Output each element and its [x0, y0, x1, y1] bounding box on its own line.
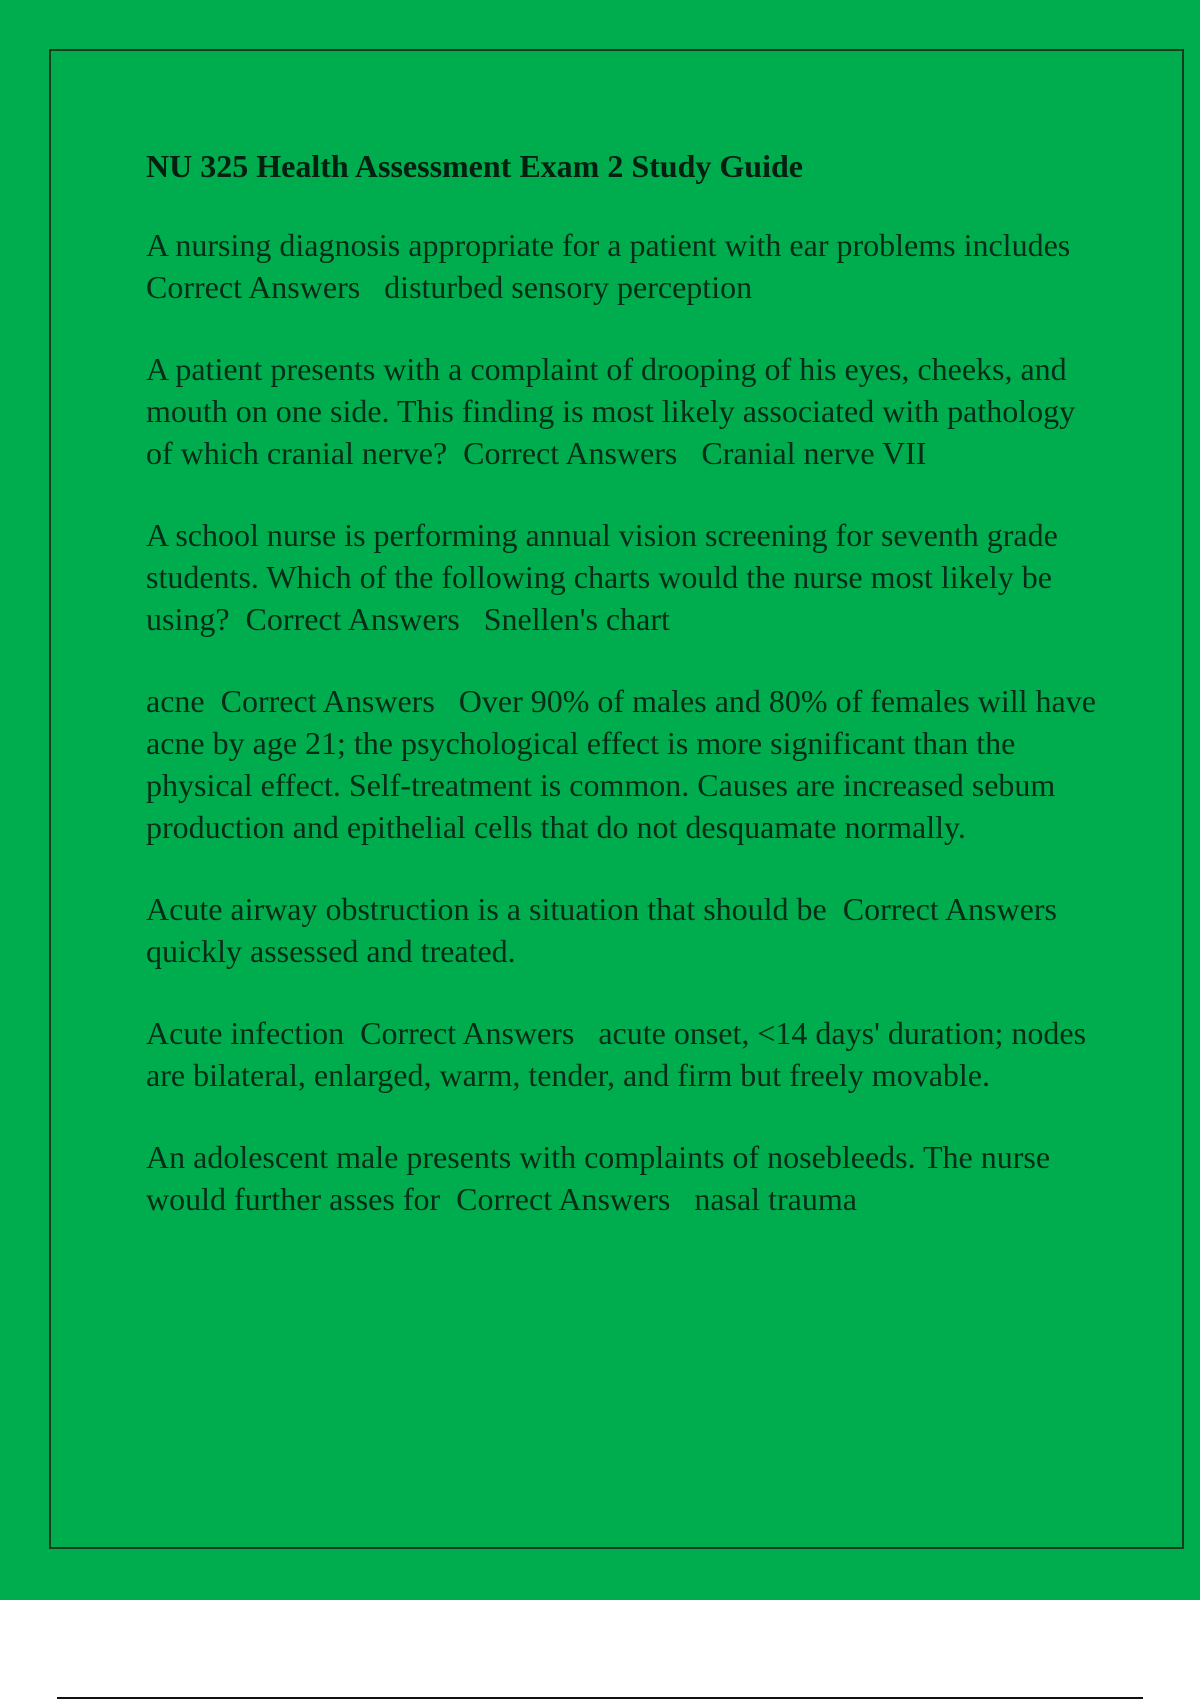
study-entry-cranial-nerve: A patient presents with a complaint of drooping of his eyes, cheeks, and mouth on one side. This finding is most likely associated with pathology of which cranial nerve? Correct Answers Cranial nerve VII: [146, 351, 1084, 471]
study-entry-acne: acne Correct Answers Over 90% of males and 80% of females will have acne by age 21; the psychological effect is more significant than the physical effect. Self-treatment is common. Causes are increased sebum production and epithelial cells that do not desquamate normally.: [146, 683, 1104, 845]
study-entry-vision-screening: A school nurse is performing annual vision screening for seventh grade students. Which of the following charts would the nurse most likely be using? Correct Answers Snellen's chart: [146, 517, 1066, 637]
study-entry-nosebleeds: An adolescent male presents with complaints of nosebleeds. The nurse would further asses for Correct Answers nasal trauma: [146, 1139, 1059, 1217]
study-entry-ear-diagnosis: A nursing diagnosis appropriate for a patient with ear problems includes Correct Answers disturbed sensory perception: [146, 227, 1087, 305]
document-content: [146, 145, 1106, 1260]
study-entry-acute-infection: Acute infection Correct Answers acute onset, <14 days' duration; nodes are bilateral, enlarged, warm, tender, and firm but freely movable.: [146, 1015, 1095, 1093]
page-divider-line: [57, 1697, 1143, 1699]
document-title: NU 325 Health Assessment Exam 2 Study Guide: [146, 148, 803, 184]
study-entry-airway-obstruction: Acute airway obstruction is a situation that should be Correct Answers quickly assessed and treated.: [146, 891, 1081, 969]
